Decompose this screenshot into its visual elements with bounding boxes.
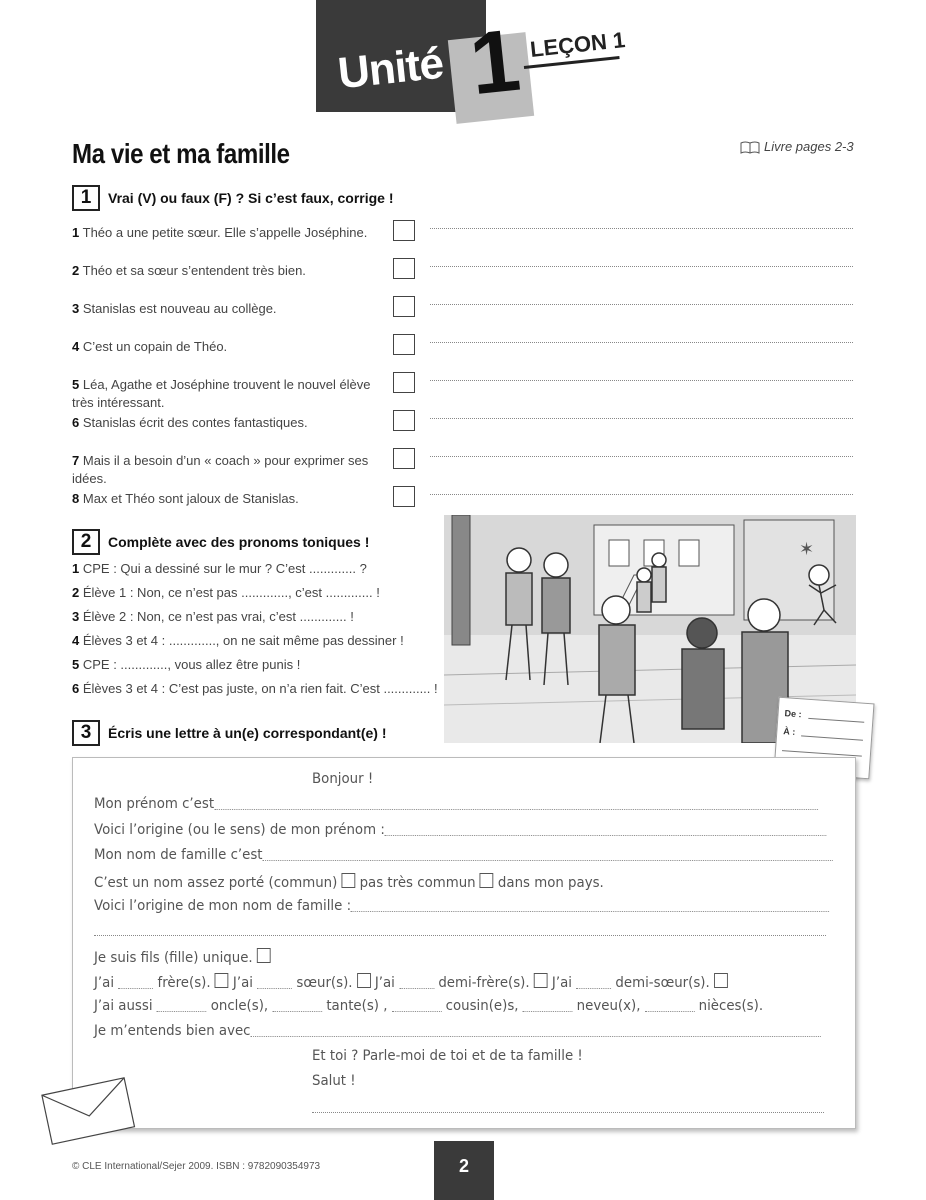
book-reference-text: Livre pages 2-3 xyxy=(764,139,854,154)
letter-line-origine-prenom: Voici l’origine (ou le sens) de mon prénom : xyxy=(94,822,826,838)
checkbox-pas-commun[interactable] xyxy=(480,873,494,888)
origine-nom-field-2[interactable] xyxy=(94,935,826,936)
nom-field[interactable] xyxy=(263,860,833,861)
ex2-item-6: 6 Élèves 3 et 4 : C’est pas juste, on n’a rien fait. C’est ............. ! xyxy=(72,681,438,696)
ex1-answer-line-8[interactable] xyxy=(430,494,853,495)
lesson-label: LEÇON 1 xyxy=(528,27,627,62)
letter-line-porte: C’est un nom assez porté (commun) pas très commun dans mon pays. xyxy=(94,875,604,891)
entends-field[interactable] xyxy=(251,1036,821,1037)
ex1-item-6: 6 Stanislas écrit des contes fantastiques. xyxy=(72,415,308,430)
exercise-1-header xyxy=(72,185,394,211)
prenom-field[interactable] xyxy=(214,809,818,810)
oncle-count[interactable] xyxy=(157,1011,207,1012)
book-icon xyxy=(740,141,760,154)
exercise-3-header xyxy=(72,720,387,746)
ex1-checkbox-4[interactable] xyxy=(393,334,415,355)
ex1-answer-line-6[interactable] xyxy=(430,418,853,419)
letter-line-entends: Je m’entends bien avec xyxy=(94,1023,821,1039)
frere-count[interactable] xyxy=(118,988,153,989)
svg-text:✶: ✶ xyxy=(799,539,815,559)
ex1-item-5: 5 Léa, Agathe et Joséphine trouvent le nouvel élève très intéressant. xyxy=(72,377,371,410)
exercise-3-instruction: Écris une lettre à un(e) correspondant(e) ! xyxy=(108,725,387,741)
cousin-count[interactable] xyxy=(392,1011,442,1012)
ex2-item-5: 5 CPE : ............., vous allez être punis ! xyxy=(72,657,301,672)
letter-line-unique: Je suis fils (fille) unique. xyxy=(94,948,271,966)
demi-soeur-count[interactable] xyxy=(576,988,611,989)
exercise-3-number: 3 xyxy=(72,720,100,746)
ex1-item-2: 2 Théo et sa sœur s’entendent très bien. xyxy=(72,263,306,278)
ex1-answer-line-1[interactable] xyxy=(430,228,853,229)
demi-frere-count[interactable] xyxy=(399,988,434,989)
card-from-label: De : xyxy=(784,708,802,720)
checkbox-soeur[interactable] xyxy=(357,973,371,988)
card-to-label: À : xyxy=(783,726,796,737)
copyright: © CLE International/Sejer 2009. ISBN : 9782090354973 xyxy=(72,1161,321,1172)
exercise-1-number: 1 xyxy=(72,185,100,211)
exercise-2-number: 2 xyxy=(72,529,100,555)
book-reference xyxy=(740,139,854,154)
exercise-2-header xyxy=(72,529,369,555)
origine-nom-field[interactable] xyxy=(351,911,829,912)
checkbox-commun[interactable] xyxy=(342,873,356,888)
ex1-checkbox-1[interactable] xyxy=(393,220,415,241)
origine-prenom-field[interactable] xyxy=(385,835,827,836)
unit-number: 1 xyxy=(465,9,525,114)
tante-count[interactable] xyxy=(272,1011,322,1012)
letter-box xyxy=(72,757,856,1129)
letter-line-siblings: J’ai frère(s). J’ai sœur(s). J’ai demi-frère(s). J’ai demi-sœur(s). xyxy=(94,973,728,991)
nieces-count[interactable] xyxy=(645,1011,695,1012)
letter-line-family: J’ai aussi oncle(s), tante(s) , cousin(e)s, neveu(x), nièces(s). xyxy=(94,998,764,1014)
unit-label: Unité xyxy=(335,38,446,99)
ex1-answer-line-2[interactable] xyxy=(430,266,853,267)
ex1-item-1: 1 Théo a une petite sœur. Elle s’appelle Joséphine. xyxy=(72,225,368,240)
checkbox-demi-soeur[interactable] xyxy=(714,973,728,988)
ex2-item-3: 3 Élève 2 : Non, ce n’est pas vrai, c’est ............. ! xyxy=(72,609,354,624)
envelope-icon xyxy=(40,1072,136,1148)
exercise-2-instruction: Complète avec des pronoms toniques ! xyxy=(108,534,370,550)
ex1-item-4: 4 C’est un copain de Théo. xyxy=(72,339,228,354)
page-number: 2 xyxy=(434,1141,494,1200)
ex1-checkbox-7[interactable] xyxy=(393,448,415,469)
ex1-item-8: 8 Max et Théo sont jaloux de Stanislas. xyxy=(72,491,299,506)
card-to-line-1[interactable] xyxy=(801,735,863,740)
neveu-count[interactable] xyxy=(523,1011,573,1012)
ex2-item-2: 2 Élève 1 : Non, ce n’est pas ............., c’est ............. ! xyxy=(72,585,380,600)
letter-line-origine-nom: Voici l’origine de mon nom de famille : xyxy=(94,898,829,914)
checkbox-frere[interactable] xyxy=(215,973,229,988)
checkbox-unique[interactable] xyxy=(257,948,271,963)
signature-line[interactable] xyxy=(312,1112,824,1113)
ex1-answer-line-3[interactable] xyxy=(430,304,853,305)
page-title: Ma vie et ma famille xyxy=(72,138,290,169)
letter-line-prenom: Mon prénom c’est xyxy=(94,796,818,812)
ex1-checkbox-8[interactable] xyxy=(393,486,415,507)
card-from-line[interactable] xyxy=(808,718,864,723)
ex1-checkbox-6[interactable] xyxy=(393,410,415,431)
checkbox-demi-frere[interactable] xyxy=(534,973,548,988)
letter-line-nom: Mon nom de famille c’est xyxy=(94,847,833,863)
ex1-answer-line-5[interactable] xyxy=(430,380,853,381)
card-to-line-2[interactable] xyxy=(782,750,862,757)
soeur-count[interactable] xyxy=(257,988,292,989)
ex2-item-1: 1 CPE : Qui a dessiné sur le mur ? C’est ............. ? xyxy=(72,561,367,576)
ex1-answer-line-4[interactable] xyxy=(430,342,853,343)
letter-greeting: Bonjour ! xyxy=(312,771,374,787)
ex1-checkbox-5[interactable] xyxy=(393,372,415,393)
ex2-item-4: 4 Élèves 3 et 4 : ............., on ne sait même pas dessiner ! xyxy=(72,633,404,648)
letter-et-toi: Et toi ? Parle-moi de toi et de ta famille ! xyxy=(312,1048,583,1064)
ex1-item-7: 7 Mais il a besoin d’un « coach » pour exprimer ses idées. xyxy=(72,453,369,486)
ex1-item-3: 3 Stanislas est nouveau au collège. xyxy=(72,301,277,316)
letter-salut: Salut ! xyxy=(312,1073,356,1089)
ex1-answer-line-7[interactable] xyxy=(430,456,853,457)
exercise-1-instruction: Vrai (V) ou faux (F) ? Si c’est faux, corrige ! xyxy=(108,190,394,206)
ex1-checkbox-3[interactable] xyxy=(393,296,415,317)
ex1-checkbox-2[interactable] xyxy=(393,258,415,279)
